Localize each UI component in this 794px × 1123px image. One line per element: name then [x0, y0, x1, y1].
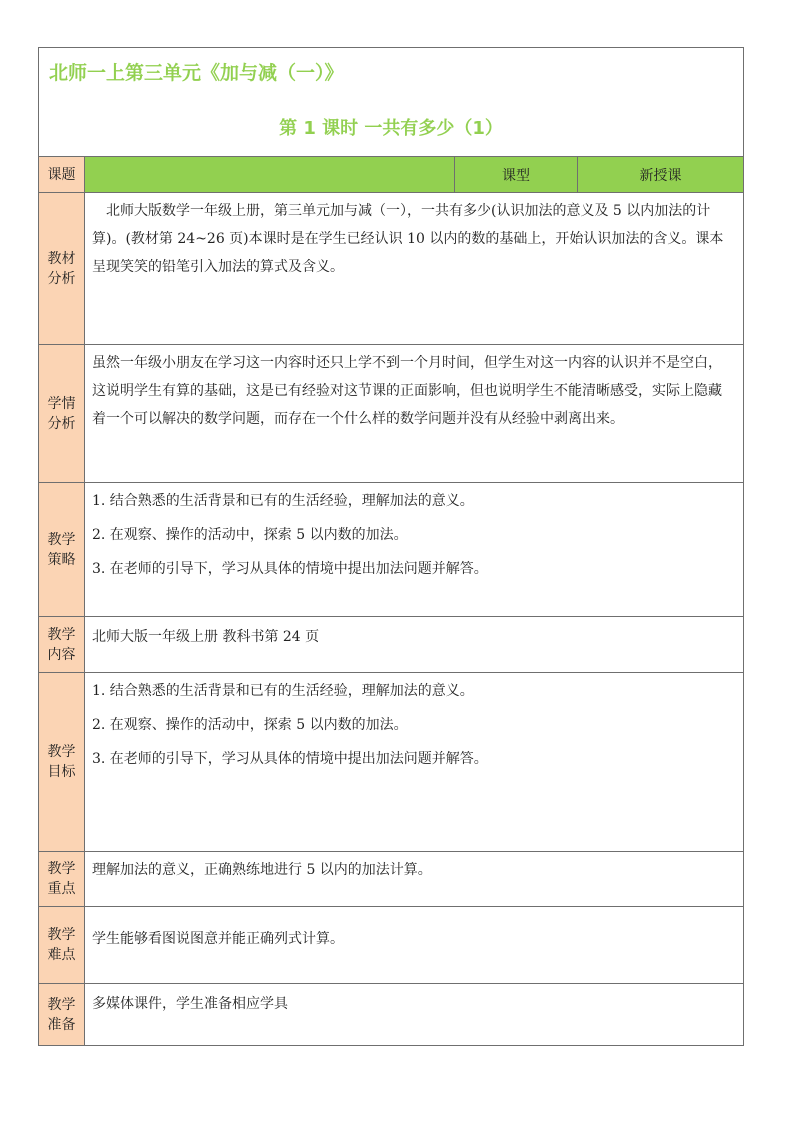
- document-title: 北师一上第三单元《加与减（一）》: [49, 62, 344, 84]
- preparation-label-text: 教学 准备: [47, 996, 76, 1033]
- teaching-goals-cell: [85, 673, 744, 852]
- difficulties-label-text: 教学 难点: [47, 927, 76, 963]
- strategy-item: 3. 在老师的引导下，学习从具体的情境中提出加法问题并解答。: [92, 561, 488, 577]
- goal-item: 2. 在观察、操作的活动中，探索 5 以内数的加法。: [92, 717, 408, 733]
- goal-item: 3. 在老师的引导下，学习从具体的情境中提出加法问题并解答。: [92, 751, 488, 767]
- goal-item: 1. 结合熟悉的生活背景和已有的生活经验，理解加法的意义。: [92, 683, 474, 699]
- teaching-strategy-label: [39, 483, 85, 617]
- strategy-item: 2. 在观察、操作的活动中，探索 5 以内数的加法。: [92, 527, 408, 543]
- student-analysis-label-text: 学情 分析: [47, 395, 76, 432]
- textbook-analysis-cell: [85, 193, 744, 345]
- key-points-cell: [85, 852, 744, 907]
- lesson-subtitle: 第 1 课时 一共有多少（1）: [279, 118, 503, 139]
- textbook-analysis-label: [39, 193, 85, 345]
- lesson-type-label: 课型: [455, 157, 578, 193]
- difficulties-label: [39, 907, 85, 984]
- lesson-plan-table: [38, 47, 744, 1046]
- difficulties-cell: [85, 907, 744, 984]
- lesson-plan-document: [38, 47, 743, 1039]
- preparation-text: 多媒体课件，学生准备相应学具: [92, 996, 288, 1012]
- topic-label: 课题: [39, 157, 85, 193]
- teaching-content-cell: [85, 617, 744, 673]
- teaching-strategy-label-text: 教学 策略: [47, 531, 76, 568]
- student-analysis-text: 虽然一年级小朋友在学习这一内容时还只上学不到一个月时间，但学生对这一内容的认识并不是空白，这说明学生有算的基础，这是已有经验对这节课的正面影响，但也说明学生不能清晰感受，实际上隐藏着一个可以解决的数学问题，而存在一个什么样的数学问题并没有从经验中剥离出来。: [92, 355, 722, 427]
- preparation-cell: [85, 984, 744, 1046]
- teaching-content-text: 北师大版一年级上册 教科书第 24 页: [92, 629, 320, 645]
- difficulties-text: 学生能够看图说图意并能正确列式计算。: [92, 931, 344, 947]
- student-analysis-cell: [85, 345, 744, 483]
- key-points-label-text: 教学 重点: [47, 861, 76, 897]
- teaching-content-label: [39, 617, 85, 673]
- key-points-text: 理解加法的意义，正确熟练地进行 5 以内的加法计算。: [92, 862, 432, 878]
- key-points-label: [39, 852, 85, 907]
- student-analysis-label: [39, 345, 85, 483]
- topic-value: [85, 157, 455, 193]
- teaching-strategy-cell: [85, 483, 744, 617]
- title-cell: [39, 48, 744, 157]
- teaching-goals-label-text: 教学 目标: [47, 744, 76, 780]
- preparation-label: [39, 984, 85, 1046]
- textbook-analysis-text: 北师大版数学一年级上册，第三单元加与减（一），一共有多少(认识加法的意义及 5 以内加法的计算)。(教材第 24~26 页)本课时是在学生已经认识 10 以内的数的基础上，开始认识加法的含义。课本呈现笑笑的铅笔引入加法的算式及含义。: [92, 203, 724, 275]
- teaching-content-label-text: 教学 内容: [47, 626, 76, 663]
- teaching-goals-label: [39, 673, 85, 852]
- strategy-item: 1. 结合熟悉的生活背景和已有的生活经验，理解加法的意义。: [92, 493, 474, 509]
- lesson-type-value: 新授课: [578, 157, 744, 193]
- textbook-analysis-label-text: 教材 分析: [47, 250, 76, 287]
